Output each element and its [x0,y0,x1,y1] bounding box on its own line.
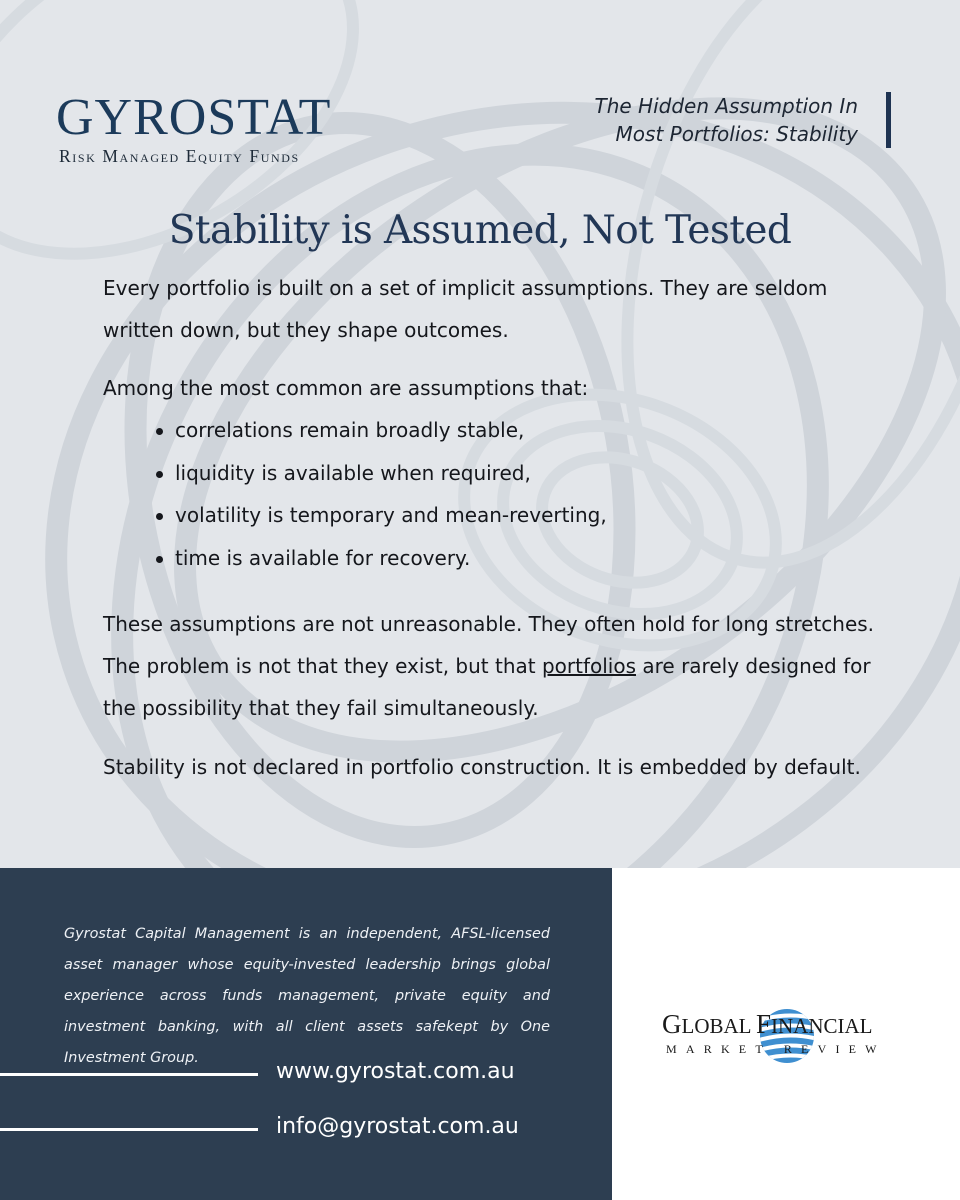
about-blurb: Gyrostat Capital Management is an independent, AFSL-licensed asset manager whose equity-invested leadership brings global experience across funds management, private equity and investment banking, with all client assets safekept by One Investment Group. [64,926,550,1066]
paragraph-problem-text-a: These assumptions are not unreasonable. They often hold for long stretches. The problem is not that they exist, but that [103,612,875,678]
global-financial-market-review-logo [660,1005,920,1075]
gyrostat-logo [56,89,356,167]
paragraph-lead-in: Among the most common are assumptions that: [103,376,589,400]
website-link[interactable]: www.gyrostat.com.au [276,1059,515,1084]
list-item: time is available for recovery. [175,537,607,580]
divider-line [0,1128,258,1131]
list-item: correlations remain broadly stable, [175,409,607,452]
logo-tagline: Risk Managed Equity Funds [59,146,300,166]
series-title-line-1: The Hidden Assumption In [594,94,858,118]
series-accent-bar [886,92,891,148]
paragraph-intro: Every portfolio is built on a set of implicit assumptions. They are seldom written down, but they shape outcomes. [103,276,828,342]
partner-subtitle: MARKET REVIEW [666,1042,886,1056]
paragraph-conclusion: Stability is not declared in portfolio construction. It is embedded by default. [103,755,861,779]
email-link[interactable]: info@gyrostat.com.au [276,1114,519,1139]
divider-line [0,1073,258,1076]
series-title [595,92,859,148]
portfolios-link[interactable]: portfolios [541,654,637,678]
list-item: volatility is temporary and mean-reverting, [175,494,607,537]
page-title: Stability is Assumed, Not Tested [168,208,792,253]
assumptions-list [175,409,607,579]
paragraph-problem [103,603,893,729]
list-item: liquidity is available when required, [175,452,607,495]
series-title-line-2: Most Portfolios: Stability [615,122,858,146]
paragraph-problem-text-b: are rarely designed for the possibility that they fail simultaneously. [103,654,871,720]
logo-wordmark: GYROSTAT [56,89,332,146]
partner-name: GLOBAL FINANCIAL [662,1009,873,1039]
